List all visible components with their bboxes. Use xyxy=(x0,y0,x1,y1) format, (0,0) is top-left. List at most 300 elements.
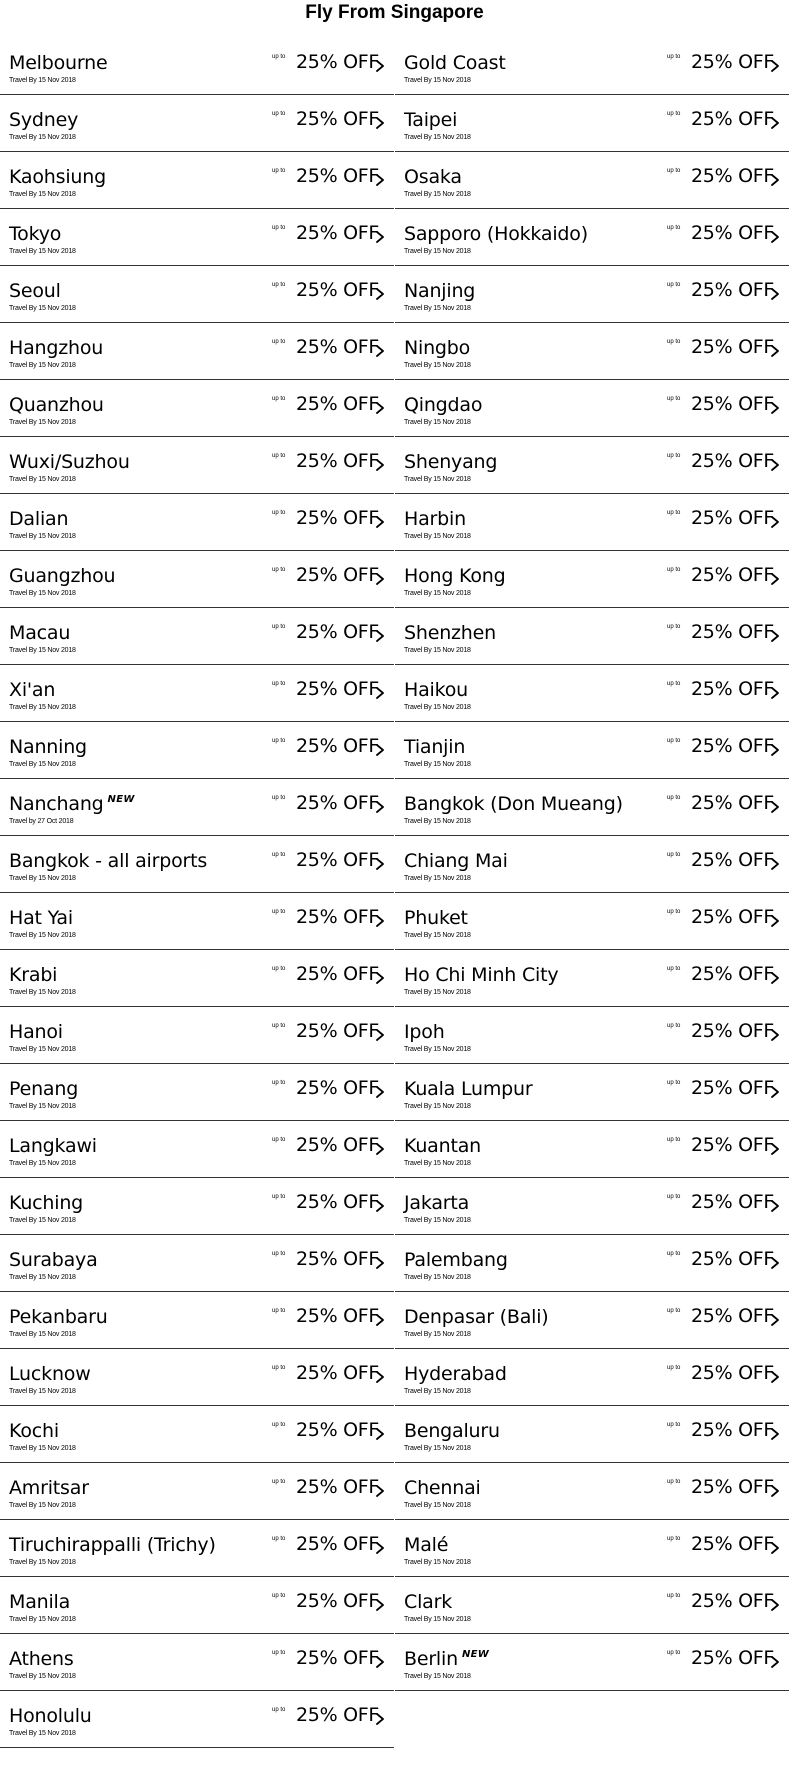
up-to-label: up to xyxy=(272,168,286,174)
chevron-right-icon[interactable] xyxy=(769,1654,781,1668)
up-to-label: up to xyxy=(272,1650,286,1656)
destination-row[interactable] xyxy=(0,1235,394,1292)
discount-label: 25% OFF xyxy=(296,1305,379,1327)
up-to-label: up to xyxy=(272,966,286,972)
destination-city xyxy=(9,1363,91,1385)
destination-row[interactable] xyxy=(395,95,789,152)
chevron-right-icon[interactable] xyxy=(769,970,781,984)
destination-row[interactable] xyxy=(395,950,789,1007)
destination-city xyxy=(9,451,130,473)
destination-row[interactable] xyxy=(0,1121,394,1178)
discount-label: 25% OFF xyxy=(691,963,774,985)
travel-by-date: Travel By 15 Nov 2018 xyxy=(404,1160,471,1167)
travel-by-date: Travel By 15 Nov 2018 xyxy=(9,419,76,426)
destination-row[interactable] xyxy=(395,551,789,608)
travel-by-date: Travel By 15 Nov 2018 xyxy=(9,1673,76,1680)
destination-city xyxy=(404,907,468,929)
destination-row[interactable] xyxy=(0,836,394,893)
travel-by-date: Travel By 15 Nov 2018 xyxy=(9,77,76,84)
destination-row[interactable] xyxy=(0,380,394,437)
discount-label: 25% OFF xyxy=(296,1248,379,1270)
destination-city-label: Lucknow xyxy=(9,1363,91,1385)
destination-row[interactable] xyxy=(0,1691,394,1748)
travel-by-date: Travel By 15 Nov 2018 xyxy=(9,533,76,540)
up-to-label: up to xyxy=(272,1422,286,1428)
discount-label: 25% OFF xyxy=(691,1476,774,1498)
destination-city xyxy=(9,1705,92,1727)
destination-row[interactable] xyxy=(0,665,394,722)
destination-city xyxy=(404,280,475,302)
destination-city-label: Kaohsiung xyxy=(9,166,106,188)
up-to-label: up to xyxy=(272,1194,286,1200)
travel-by-date: Travel By 15 Nov 2018 xyxy=(404,818,471,825)
up-to-label: up to xyxy=(272,852,286,858)
destination-row[interactable] xyxy=(395,38,789,95)
travel-by-date: Travel By 15 Nov 2018 xyxy=(9,1274,76,1281)
discount-label: 25% OFF xyxy=(296,906,379,928)
chevron-right-icon[interactable] xyxy=(769,799,781,813)
chevron-right-icon[interactable] xyxy=(769,1255,781,1269)
chevron-right-icon[interactable] xyxy=(374,1312,386,1326)
destination-row[interactable] xyxy=(395,893,789,950)
destination-row[interactable] xyxy=(0,950,394,1007)
destination-city-label: Guangzhou xyxy=(9,565,116,587)
up-to-label: up to xyxy=(272,1536,286,1542)
destination-city xyxy=(9,1192,83,1214)
destination-row[interactable] xyxy=(0,209,394,266)
destination-city-label: Taipei xyxy=(404,109,458,131)
travel-by-date: Travel By 15 Nov 2018 xyxy=(404,875,471,882)
up-to-label: up to xyxy=(667,567,681,573)
chevron-right-icon[interactable] xyxy=(769,742,781,756)
chevron-right-icon[interactable] xyxy=(374,58,386,72)
travel-by-date: Travel By 15 Nov 2018 xyxy=(404,419,471,426)
destination-city xyxy=(404,394,482,416)
travel-by-date: Travel By 15 Nov 2018 xyxy=(404,989,471,996)
chevron-right-icon[interactable] xyxy=(374,1255,386,1269)
destination-city-label: Tokyo xyxy=(9,223,62,245)
destination-row[interactable] xyxy=(0,323,394,380)
travel-by-date: Travel By 15 Nov 2018 xyxy=(404,533,471,540)
up-to-label: up to xyxy=(667,1422,681,1428)
travel-by-date: Travel By 15 Nov 2018 xyxy=(404,1559,471,1566)
chevron-right-icon[interactable] xyxy=(769,172,781,186)
discount-label: 25% OFF xyxy=(691,1362,774,1384)
travel-by-date: Travel By 15 Nov 2018 xyxy=(9,1103,76,1110)
travel-by-date: Travel By 15 Nov 2018 xyxy=(9,989,76,996)
travel-by-date: Travel By 15 Nov 2018 xyxy=(9,1559,76,1566)
destination-row[interactable] xyxy=(395,1235,789,1292)
travel-by-date: Travel By 15 Nov 2018 xyxy=(9,1616,76,1623)
destination-city xyxy=(404,223,588,245)
up-to-label: up to xyxy=(272,54,286,60)
chevron-right-icon[interactable] xyxy=(769,286,781,300)
chevron-right-icon[interactable] xyxy=(769,1597,781,1611)
up-to-label: up to xyxy=(667,1479,681,1485)
up-to-label: up to xyxy=(667,510,681,516)
travel-by-date: Travel By 15 Nov 2018 xyxy=(9,1445,76,1452)
destination-row[interactable] xyxy=(395,1463,789,1520)
chevron-right-icon[interactable] xyxy=(374,343,386,357)
up-to-label: up to xyxy=(272,510,286,516)
destination-city xyxy=(404,964,558,986)
destination-city xyxy=(404,109,457,131)
destination-city-label: Clark xyxy=(404,1591,453,1613)
destination-city-label: Berlin xyxy=(404,1648,458,1670)
chevron-right-icon[interactable] xyxy=(374,400,386,414)
destination-city xyxy=(9,1420,59,1442)
destination-city xyxy=(404,1078,532,1100)
chevron-right-icon[interactable] xyxy=(769,1198,781,1212)
destination-row[interactable] xyxy=(0,722,394,779)
up-to-label: up to xyxy=(667,225,681,231)
travel-by-date: Travel By 15 Nov 2018 xyxy=(9,1502,76,1509)
destination-row[interactable] xyxy=(395,1178,789,1235)
discount-label: 25% OFF xyxy=(296,1647,379,1669)
destination-row[interactable] xyxy=(395,1292,789,1349)
destination-city xyxy=(9,1021,63,1043)
discount-label: 25% OFF xyxy=(296,108,379,130)
destination-row[interactable] xyxy=(395,1406,789,1463)
destination-row[interactable] xyxy=(395,1121,789,1178)
up-to-label: up to xyxy=(272,567,286,573)
destination-city xyxy=(404,1135,481,1157)
destination-city-label: Sapporo (Hokkaido) xyxy=(404,223,588,245)
destination-city-label: Kuantan xyxy=(404,1135,481,1157)
chevron-right-icon[interactable] xyxy=(769,400,781,414)
up-to-label: up to xyxy=(667,1650,681,1656)
destination-city-label: Tiruchirappalli (Trichy) xyxy=(9,1534,216,1556)
travel-by-date: Travel By 15 Nov 2018 xyxy=(9,305,76,312)
chevron-right-icon[interactable] xyxy=(769,1141,781,1155)
destination-row[interactable] xyxy=(0,494,394,551)
chevron-right-icon[interactable] xyxy=(769,571,781,585)
destination-city-label: Chennai xyxy=(404,1477,481,1499)
chevron-right-icon[interactable] xyxy=(374,856,386,870)
destination-row[interactable] xyxy=(0,1292,394,1349)
destination-city-label: Ho Chi Minh City xyxy=(404,964,559,986)
travel-by-date: Travel By 15 Nov 2018 xyxy=(404,761,471,768)
chevron-right-icon[interactable] xyxy=(374,1426,386,1440)
destination-city xyxy=(9,793,135,815)
destination-city xyxy=(9,394,104,416)
travel-by-date: Travel By 15 Nov 2018 xyxy=(404,1217,471,1224)
chevron-right-icon[interactable] xyxy=(374,286,386,300)
travel-by-date: Travel by 27 Oct 2018 xyxy=(9,818,74,825)
destination-row[interactable] xyxy=(395,1577,789,1634)
chevron-right-icon[interactable] xyxy=(374,115,386,129)
destination-row[interactable] xyxy=(0,1178,394,1235)
travel-by-date: Travel By 15 Nov 2018 xyxy=(404,134,471,141)
up-to-label: up to xyxy=(272,1593,286,1599)
discount-label: 25% OFF xyxy=(296,1362,379,1384)
chevron-right-icon[interactable] xyxy=(374,1654,386,1668)
discount-label: 25% OFF xyxy=(691,51,774,73)
destination-city-label: Kuching xyxy=(9,1192,84,1214)
destination-row[interactable] xyxy=(395,1064,789,1121)
new-badge: NEW xyxy=(461,1649,490,1660)
travel-by-date: Travel By 15 Nov 2018 xyxy=(404,590,471,597)
destination-city-label: Bangkok (Don Mueang) xyxy=(404,793,623,815)
discount-label: 25% OFF xyxy=(691,450,774,472)
discount-label: 25% OFF xyxy=(691,735,774,757)
destination-city xyxy=(404,1534,448,1556)
chevron-right-icon[interactable] xyxy=(374,1483,386,1497)
discount-label: 25% OFF xyxy=(691,222,774,244)
destination-city-label: Sydney xyxy=(9,109,79,131)
travel-by-date: Travel By 15 Nov 2018 xyxy=(9,875,76,882)
discount-label: 25% OFF xyxy=(296,849,379,871)
up-to-label: up to xyxy=(667,624,681,630)
chevron-right-icon[interactable] xyxy=(374,1141,386,1155)
destination-city-label: Surabaya xyxy=(9,1249,98,1271)
destination-city-label: Kochi xyxy=(9,1420,59,1442)
discount-label: 25% OFF xyxy=(691,849,774,871)
destination-city xyxy=(404,736,465,758)
destination-city-label: Hanoi xyxy=(9,1021,63,1043)
discount-label: 25% OFF xyxy=(296,279,379,301)
destination-city xyxy=(9,964,57,986)
destination-row[interactable] xyxy=(395,323,789,380)
discount-label: 25% OFF xyxy=(296,222,379,244)
up-to-label: up to xyxy=(667,396,681,402)
travel-by-date: Travel By 15 Nov 2018 xyxy=(404,1445,471,1452)
destination-city-label: Harbin xyxy=(404,508,466,530)
discount-label: 25% OFF xyxy=(691,1248,774,1270)
discount-label: 25% OFF xyxy=(691,1590,774,1612)
discount-label: 25% OFF xyxy=(691,507,774,529)
destination-row[interactable] xyxy=(395,779,789,836)
destination-row[interactable] xyxy=(0,893,394,950)
chevron-right-icon[interactable] xyxy=(374,1084,386,1098)
chevron-right-icon[interactable] xyxy=(374,172,386,186)
destination-row[interactable] xyxy=(0,1634,394,1691)
travel-by-date: Travel By 15 Nov 2018 xyxy=(404,1502,471,1509)
destination-row[interactable] xyxy=(0,152,394,209)
up-to-label: up to xyxy=(667,852,681,858)
destination-row[interactable] xyxy=(0,551,394,608)
destination-row[interactable] xyxy=(395,665,789,722)
destination-city xyxy=(9,1135,97,1157)
discount-label: 25% OFF xyxy=(691,792,774,814)
destination-row[interactable] xyxy=(395,266,789,323)
destination-row[interactable] xyxy=(395,722,789,779)
up-to-label: up to xyxy=(272,1137,286,1143)
travel-by-date: Travel By 15 Nov 2018 xyxy=(404,305,471,312)
up-to-label: up to xyxy=(667,966,681,972)
destination-row[interactable] xyxy=(0,38,394,95)
chevron-right-icon[interactable] xyxy=(374,1540,386,1554)
destination-row[interactable] xyxy=(0,95,394,152)
travel-by-date: Travel By 15 Nov 2018 xyxy=(404,932,471,939)
destination-city-label: Hong Kong xyxy=(404,565,506,587)
up-to-label: up to xyxy=(667,909,681,915)
up-to-label: up to xyxy=(272,1707,286,1713)
destination-city xyxy=(9,109,78,131)
discount-label: 25% OFF xyxy=(691,336,774,358)
travel-by-date: Travel By 15 Nov 2018 xyxy=(9,1160,76,1167)
discount-label: 25% OFF xyxy=(296,678,379,700)
destination-city-label: Athens xyxy=(9,1648,74,1670)
up-to-label: up to xyxy=(272,1251,286,1257)
chevron-right-icon[interactable] xyxy=(769,1312,781,1326)
chevron-right-icon[interactable] xyxy=(769,856,781,870)
chevron-right-icon[interactable] xyxy=(769,1540,781,1554)
destination-city xyxy=(9,907,73,929)
discount-label: 25% OFF xyxy=(691,678,774,700)
chevron-right-icon[interactable] xyxy=(769,913,781,927)
travel-by-date: Travel By 15 Nov 2018 xyxy=(404,476,471,483)
discount-label: 25% OFF xyxy=(691,906,774,928)
up-to-label: up to xyxy=(272,738,286,744)
up-to-label: up to xyxy=(272,339,286,345)
destination-city-label: Xi'an xyxy=(9,679,56,701)
up-to-label: up to xyxy=(272,1308,286,1314)
destination-city-label: Palembang xyxy=(404,1249,508,1271)
discount-label: 25% OFF xyxy=(296,51,379,73)
destination-city xyxy=(9,52,108,74)
travel-by-date: Travel By 15 Nov 2018 xyxy=(404,647,471,654)
travel-by-date: Travel By 15 Nov 2018 xyxy=(404,1616,471,1623)
destination-city-label: Krabi xyxy=(9,964,58,986)
travel-by-date: Travel By 15 Nov 2018 xyxy=(404,1331,471,1338)
destination-city-label: Seoul xyxy=(9,280,61,302)
up-to-label: up to xyxy=(667,453,681,459)
destination-city xyxy=(404,451,497,473)
destination-city-label: Bengaluru xyxy=(404,1420,500,1442)
chevron-right-icon[interactable] xyxy=(374,685,386,699)
destination-city-label: Wuxi/Suzhou xyxy=(9,451,130,473)
chevron-right-icon[interactable] xyxy=(374,1711,386,1725)
up-to-label: up to xyxy=(272,453,286,459)
chevron-right-icon[interactable] xyxy=(769,685,781,699)
discount-label: 25% OFF xyxy=(296,336,379,358)
discount-label: 25% OFF xyxy=(296,1077,379,1099)
chevron-right-icon[interactable] xyxy=(769,457,781,471)
chevron-right-icon[interactable] xyxy=(374,742,386,756)
up-to-label: up to xyxy=(667,1080,681,1086)
destination-row[interactable] xyxy=(395,1007,789,1064)
up-to-label: up to xyxy=(667,282,681,288)
destination-row[interactable] xyxy=(395,494,789,551)
chevron-right-icon[interactable] xyxy=(374,571,386,585)
destination-city-label: Malé xyxy=(404,1534,449,1556)
travel-by-date: Travel By 15 Nov 2018 xyxy=(404,362,471,369)
destination-city xyxy=(9,223,61,245)
up-to-label: up to xyxy=(667,795,681,801)
destination-row[interactable] xyxy=(0,1064,394,1121)
destination-city xyxy=(9,166,106,188)
destination-city-label: Langkawi xyxy=(9,1135,97,1157)
destination-row[interactable] xyxy=(0,1520,394,1577)
destination-city xyxy=(404,1192,469,1214)
destination-city xyxy=(404,565,506,587)
discount-label: 25% OFF xyxy=(691,1077,774,1099)
destination-row[interactable] xyxy=(0,1007,394,1064)
discount-label: 25% OFF xyxy=(296,1704,379,1726)
destination-row[interactable] xyxy=(395,836,789,893)
up-to-label: up to xyxy=(667,339,681,345)
destination-row[interactable] xyxy=(395,209,789,266)
chevron-right-icon[interactable] xyxy=(769,628,781,642)
chevron-right-icon[interactable] xyxy=(374,514,386,528)
chevron-right-icon[interactable] xyxy=(374,457,386,471)
chevron-right-icon[interactable] xyxy=(374,1369,386,1383)
chevron-right-icon[interactable] xyxy=(374,913,386,927)
chevron-right-icon[interactable] xyxy=(769,1027,781,1041)
chevron-right-icon[interactable] xyxy=(374,1198,386,1212)
destination-row[interactable] xyxy=(395,1520,789,1577)
destination-row[interactable] xyxy=(395,608,789,665)
discount-label: 25% OFF xyxy=(296,1476,379,1498)
chevron-right-icon[interactable] xyxy=(374,229,386,243)
chevron-right-icon[interactable] xyxy=(769,1084,781,1098)
destination-row[interactable] xyxy=(395,1634,789,1691)
destination-city-label: Dalian xyxy=(9,508,69,530)
destination-row[interactable] xyxy=(0,1463,394,1520)
destination-city xyxy=(9,565,115,587)
chevron-right-icon[interactable] xyxy=(374,628,386,642)
destination-row[interactable] xyxy=(0,779,394,836)
destination-city xyxy=(9,1534,216,1556)
discount-label: 25% OFF xyxy=(691,393,774,415)
up-to-label: up to xyxy=(272,1080,286,1086)
destination-row[interactable] xyxy=(0,1406,394,1463)
destination-row[interactable] xyxy=(0,608,394,665)
chevron-right-icon[interactable] xyxy=(374,1597,386,1611)
destination-city xyxy=(9,1306,108,1328)
destination-city xyxy=(404,1648,489,1670)
up-to-label: up to xyxy=(272,1479,286,1485)
travel-by-date: Travel By 15 Nov 2018 xyxy=(9,1217,76,1224)
chevron-right-icon[interactable] xyxy=(769,58,781,72)
destination-city-label: Shenzhen xyxy=(404,622,496,644)
destination-row[interactable] xyxy=(395,1349,789,1406)
up-to-label: up to xyxy=(667,111,681,117)
destination-row[interactable] xyxy=(0,1577,394,1634)
destination-city xyxy=(404,508,466,530)
destination-row[interactable] xyxy=(395,152,789,209)
chevron-right-icon[interactable] xyxy=(769,343,781,357)
up-to-label: up to xyxy=(667,738,681,744)
chevron-right-icon[interactable] xyxy=(769,1483,781,1497)
discount-label: 25% OFF xyxy=(691,1020,774,1042)
destination-row[interactable] xyxy=(0,266,394,323)
chevron-right-icon[interactable] xyxy=(374,1027,386,1041)
up-to-label: up to xyxy=(272,1365,286,1371)
up-to-label: up to xyxy=(667,1194,681,1200)
destination-row[interactable] xyxy=(395,380,789,437)
travel-by-date: Travel By 15 Nov 2018 xyxy=(9,647,76,654)
chevron-right-icon[interactable] xyxy=(769,1426,781,1440)
chevron-right-icon[interactable] xyxy=(769,229,781,243)
discount-label: 25% OFF xyxy=(691,1647,774,1669)
chevron-right-icon[interactable] xyxy=(374,970,386,984)
chevron-right-icon[interactable] xyxy=(374,799,386,813)
destination-row[interactable] xyxy=(395,437,789,494)
travel-by-date: Travel By 15 Nov 2018 xyxy=(404,191,471,198)
chevron-right-icon[interactable] xyxy=(769,514,781,528)
chevron-right-icon[interactable] xyxy=(769,115,781,129)
destination-city xyxy=(9,1249,98,1271)
empty-cell xyxy=(395,1691,789,1748)
destination-row[interactable] xyxy=(0,437,394,494)
chevron-right-icon[interactable] xyxy=(769,1369,781,1383)
discount-label: 25% OFF xyxy=(691,1191,774,1213)
destination-city-label: Nanning xyxy=(9,736,87,758)
destination-row[interactable] xyxy=(0,1349,394,1406)
discount-label: 25% OFF xyxy=(296,450,379,472)
